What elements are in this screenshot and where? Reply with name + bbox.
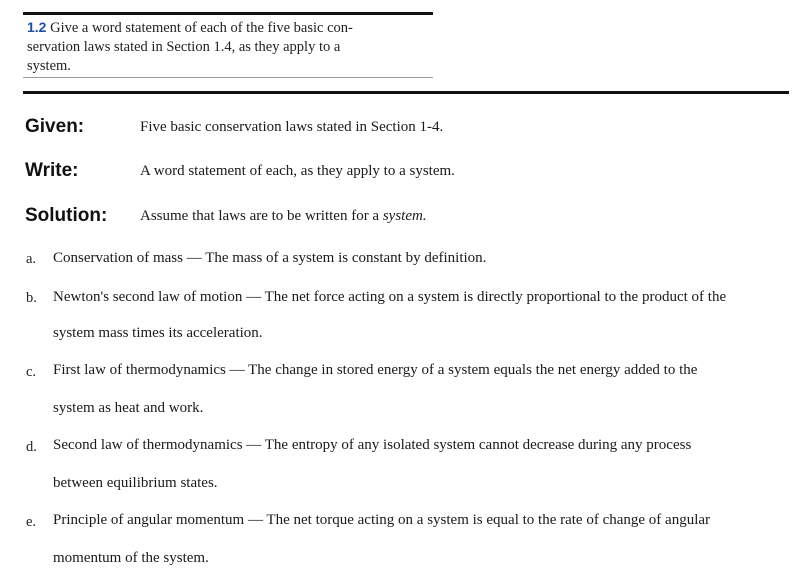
problem-line-1: Give a word statement of each of the five basic con-: [50, 20, 353, 36]
problem-line-3: system.: [27, 58, 71, 74]
item-b-line-2: system mass times its acceleration.: [53, 325, 263, 341]
solution-text-emphasis: system.: [382, 208, 427, 224]
solution-label: Solution:: [25, 205, 108, 226]
problem-number: 1.2: [27, 19, 47, 35]
given-label: Given:: [25, 116, 85, 137]
given-text: Five basic conservation laws stated in Section 1-4.: [140, 119, 444, 135]
section-divider: [23, 91, 789, 94]
write-text: A word statement of each, as they apply to a system.: [140, 163, 455, 179]
problem-statement: [27, 18, 423, 76]
item-a-line-1: Conservation of mass — The mass of a system is constant by definition.: [53, 250, 487, 266]
problem-line-2: servation laws stated in Section 1.4, as they apply to a: [27, 39, 341, 55]
item-b-line-1: Newton's second law of motion — The net force acting on a system is directly proportional to the product of the: [53, 289, 727, 305]
item-c-letter: c.: [26, 364, 37, 380]
solution-text-prefix: Assume that laws are to be written for a: [140, 208, 380, 224]
item-a-letter: a.: [26, 251, 37, 267]
item-e-line-1: Principle of angular momentum — The net torque acting on a system is equal to the rate of change of angular: [53, 512, 711, 528]
problem-statement-box: [23, 12, 433, 78]
item-e-letter: e.: [26, 514, 37, 530]
item-c-line-2: system as heat and work.: [53, 400, 204, 416]
item-e-line-2: momentum of the system.: [53, 550, 209, 566]
solution-text: [140, 208, 427, 225]
item-c-line-1: First law of thermodynamics — The change in stored energy of a system equals the net energy added to the: [53, 362, 698, 378]
write-label: Write:: [25, 160, 79, 181]
item-d-letter: d.: [26, 439, 37, 455]
item-b-letter: b.: [26, 290, 37, 306]
item-d-line-1: Second law of thermodynamics — The entropy of any isolated system cannot decrease during any process: [53, 437, 692, 453]
item-d-line-2: between equilibrium states.: [53, 475, 218, 491]
